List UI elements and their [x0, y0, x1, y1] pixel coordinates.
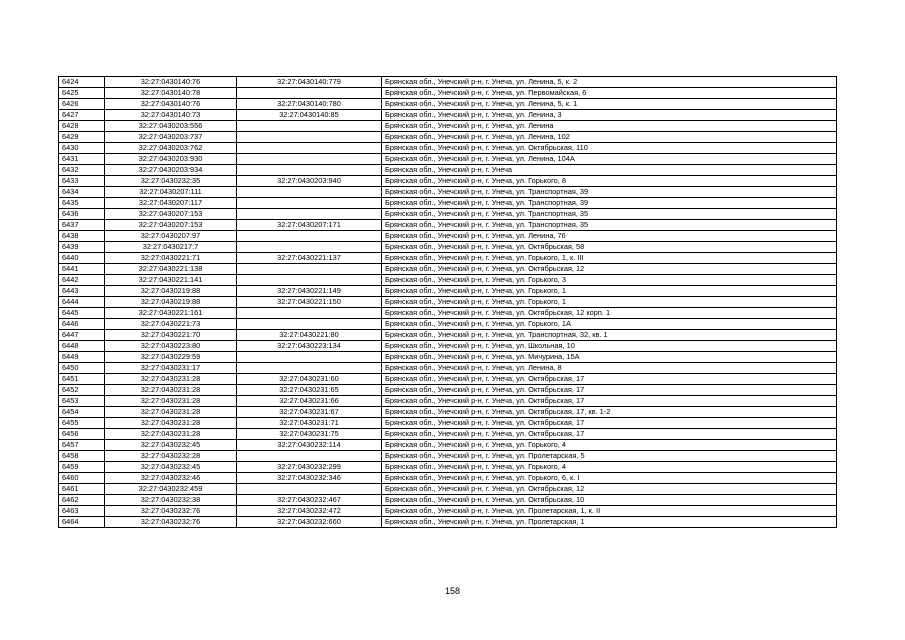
cadastral-number-cell: 32:27:0430207:153 [105, 220, 237, 231]
row-number-cell: 6463 [59, 506, 105, 517]
row-number-cell: 6441 [59, 264, 105, 275]
row-number-cell: 6428 [59, 121, 105, 132]
registry-table [58, 76, 837, 528]
cadastral-number-cell: 32:27:0430221:71 [105, 253, 237, 264]
cadastral-number-cell: 32:27:0430231:28 [105, 396, 237, 407]
row-number-cell: 6448 [59, 341, 105, 352]
address-cell: Брянская обл., Унечский р-н, г. Унеча, ул. Ленина, 5, к. 2 [382, 77, 837, 88]
linked-cadastral-number-cell [237, 308, 382, 319]
row-number-cell: 6460 [59, 473, 105, 484]
row-number-cell: 6451 [59, 374, 105, 385]
row-number-cell: 6446 [59, 319, 105, 330]
address-cell: Брянская обл., Унечский р-н, г. Унеча, ул. Транспортная, 39 [382, 187, 837, 198]
address-cell: Брянская обл., Унечский р-н, г. Унеча, ул. Ленина, 5, к. 1 [382, 99, 837, 110]
linked-cadastral-number-cell: 32:27:0430221:80 [237, 330, 382, 341]
row-number-cell: 6452 [59, 385, 105, 396]
linked-cadastral-number-cell [237, 132, 382, 143]
linked-cadastral-number-cell: 32:27:0430232:467 [237, 495, 382, 506]
cadastral-number-cell: 32:27:0430231:28 [105, 385, 237, 396]
linked-cadastral-number-cell [237, 143, 382, 154]
table-row [59, 187, 837, 198]
row-number-cell: 6459 [59, 462, 105, 473]
linked-cadastral-number-cell: 32:27:0430140:780 [237, 99, 382, 110]
address-cell: Брянская обл., Унечский р-н, г. Унеча, ул. Октябрьская, 17 [382, 385, 837, 396]
linked-cadastral-number-cell [237, 242, 382, 253]
address-cell: Брянская обл., Унечский р-н, г. Унеча, ул. Ленина, 104А [382, 154, 837, 165]
address-cell: Брянская обл., Унечский р-н, г. Унеча, ул. Октябрьская, 17 [382, 429, 837, 440]
cadastral-number-cell: 32:27:0430229:59 [105, 352, 237, 363]
linked-cadastral-number-cell: 32:27:0430232:472 [237, 506, 382, 517]
cadastral-number-cell: 32:27:0430221:138 [105, 264, 237, 275]
row-number-cell: 6444 [59, 297, 105, 308]
cadastral-number-cell: 32:27:0430232:38 [105, 495, 237, 506]
cadastral-number-cell: 32:27:0430221:161 [105, 308, 237, 319]
row-number-cell: 6434 [59, 187, 105, 198]
table-row [59, 242, 837, 253]
address-cell: Брянская обл., Унечский р-н, г. Унеча, ул. Пролетарская, 1, к. II [382, 506, 837, 517]
cadastral-number-cell: 32:27:0430231:28 [105, 374, 237, 385]
linked-cadastral-number-cell [237, 88, 382, 99]
address-cell: Брянская обл., Унечский р-н, г. Унеча, ул. Ленина, 8 [382, 363, 837, 374]
linked-cadastral-number-cell: 32:27:0430203:940 [237, 176, 382, 187]
table-row [59, 462, 837, 473]
table-row [59, 231, 837, 242]
row-number-cell: 6429 [59, 132, 105, 143]
table-row [59, 429, 837, 440]
cadastral-number-cell: 32:27:0430223:80 [105, 341, 237, 352]
table-row [59, 297, 837, 308]
cadastral-number-cell: 32:27:0430221:141 [105, 275, 237, 286]
address-cell: Брянская обл., Унечский р-н, г. Унеча, ул. Горького, 8 [382, 176, 837, 187]
cadastral-number-cell: 32:27:0430232:76 [105, 517, 237, 528]
linked-cadastral-number-cell: 32:27:0430221:137 [237, 253, 382, 264]
address-cell: Брянская обл., Унечский р-н, г. Унеча, ул. Горького, 1А [382, 319, 837, 330]
linked-cadastral-number-cell: 32:27:0430223:134 [237, 341, 382, 352]
cadastral-number-cell: 32:27:0430232:76 [105, 506, 237, 517]
row-number-cell: 6435 [59, 198, 105, 209]
row-number-cell: 6454 [59, 407, 105, 418]
linked-cadastral-number-cell [237, 187, 382, 198]
row-number-cell: 6430 [59, 143, 105, 154]
row-number-cell: 6426 [59, 99, 105, 110]
cadastral-number-cell: 32:27:0430203:934 [105, 165, 237, 176]
table-row [59, 385, 837, 396]
linked-cadastral-number-cell: 32:27:0430231:75 [237, 429, 382, 440]
cadastral-number-cell: 32:27:0430232:28 [105, 451, 237, 462]
linked-cadastral-number-cell: 32:27:0430232:660 [237, 517, 382, 528]
row-number-cell: 6450 [59, 363, 105, 374]
linked-cadastral-number-cell: 32:27:0430140:85 [237, 110, 382, 121]
address-cell: Брянская обл., Унечский р-н, г. Унеча, ул. Октябрьская, 17 [382, 418, 837, 429]
row-number-cell: 6437 [59, 220, 105, 231]
linked-cadastral-number-cell [237, 319, 382, 330]
address-cell: Брянская обл., Унечский р-н, г. Унеча, ул. Ленина, 3 [382, 110, 837, 121]
linked-cadastral-number-cell [237, 154, 382, 165]
cadastral-number-cell: 32:27:0430232:35 [105, 176, 237, 187]
linked-cadastral-number-cell [237, 264, 382, 275]
linked-cadastral-number-cell [237, 121, 382, 132]
table-row [59, 110, 837, 121]
row-number-cell: 6455 [59, 418, 105, 429]
cadastral-number-cell: 32:27:0430203:930 [105, 154, 237, 165]
table-row [59, 154, 837, 165]
table-row [59, 473, 837, 484]
row-number-cell: 6427 [59, 110, 105, 121]
address-cell: Брянская обл., Унечский р-н, г. Унеча, ул. Горького, 6, к. I [382, 473, 837, 484]
address-cell: Брянская обл., Унечский р-н, г. Унеча [382, 165, 837, 176]
table-row [59, 418, 837, 429]
table-row [59, 319, 837, 330]
table-row [59, 253, 837, 264]
address-cell: Брянская обл., Унечский р-н, г. Унеча, ул. Мичурина, 15А [382, 352, 837, 363]
address-cell: Брянская обл., Унечский р-н, г. Унеча, ул. Транспортная, 35 [382, 220, 837, 231]
cadastral-number-cell: 32:27:0430232:459 [105, 484, 237, 495]
address-cell: Брянская обл., Унечский р-н, г. Унеча, ул. Октябрьская, 17 [382, 374, 837, 385]
cadastral-number-cell: 32:27:0430231:17 [105, 363, 237, 374]
cadastral-number-cell: 32:27:0430207:111 [105, 187, 237, 198]
cadastral-number-cell: 32:27:0430140:76 [105, 77, 237, 88]
table-row [59, 143, 837, 154]
linked-cadastral-number-cell: 32:27:0430231:67 [237, 407, 382, 418]
address-cell: Брянская обл., Унечский р-н, г. Унеча, ул. Горького, 1 [382, 297, 837, 308]
table-row [59, 132, 837, 143]
linked-cadastral-number-cell: 32:27:0430140:779 [237, 77, 382, 88]
cadastral-number-cell: 32:27:0430231:28 [105, 407, 237, 418]
row-number-cell: 6462 [59, 495, 105, 506]
address-cell: Брянская обл., Унечский р-н, г. Унеча, ул. Горького, 4 [382, 440, 837, 451]
cadastral-number-cell: 32:27:0430219:88 [105, 297, 237, 308]
cadastral-number-cell: 32:27:0430140:73 [105, 110, 237, 121]
table-row [59, 121, 837, 132]
linked-cadastral-number-cell: 32:27:0430231:66 [237, 396, 382, 407]
linked-cadastral-number-cell: 32:27:0430221:150 [237, 297, 382, 308]
registry-table-body [59, 77, 837, 528]
row-number-cell: 6461 [59, 484, 105, 495]
row-number-cell: 6457 [59, 440, 105, 451]
row-number-cell: 6442 [59, 275, 105, 286]
cadastral-number-cell: 32:27:0430203:556 [105, 121, 237, 132]
cadastral-number-cell: 32:27:0430231:28 [105, 429, 237, 440]
table-row [59, 407, 837, 418]
row-number-cell: 6456 [59, 429, 105, 440]
linked-cadastral-number-cell [237, 352, 382, 363]
cadastral-number-cell: 32:27:0430221:70 [105, 330, 237, 341]
linked-cadastral-number-cell: 32:27:0430231:60 [237, 374, 382, 385]
cadastral-number-cell: 32:27:0430232:45 [105, 462, 237, 473]
row-number-cell: 6436 [59, 209, 105, 220]
row-number-cell: 6431 [59, 154, 105, 165]
address-cell: Брянская обл., Унечский р-н, г. Унеча, ул. Пролетарская, 1 [382, 517, 837, 528]
address-cell: Брянская обл., Унечский р-н, г. Унеча, ул. Школьная, 10 [382, 341, 837, 352]
table-row [59, 198, 837, 209]
row-number-cell: 6464 [59, 517, 105, 528]
linked-cadastral-number-cell: 32:27:0430207:171 [237, 220, 382, 231]
row-number-cell: 6443 [59, 286, 105, 297]
linked-cadastral-number-cell [237, 451, 382, 462]
address-cell: Брянская обл., Унечский р-н, г. Унеча, ул. Октябрьская, 58 [382, 242, 837, 253]
cadastral-number-cell: 32:27:0430232:46 [105, 473, 237, 484]
linked-cadastral-number-cell [237, 363, 382, 374]
table-row [59, 495, 837, 506]
table-row [59, 176, 837, 187]
table-row [59, 88, 837, 99]
linked-cadastral-number-cell [237, 484, 382, 495]
cadastral-number-cell: 32:27:0430221:73 [105, 319, 237, 330]
cadastral-number-cell: 32:27:0430140:78 [105, 88, 237, 99]
table-row [59, 99, 837, 110]
table-row [59, 341, 837, 352]
table-row [59, 209, 837, 220]
linked-cadastral-number-cell [237, 198, 382, 209]
address-cell: Брянская обл., Унечский р-н, г. Унеча, ул. Октябрьская, 10 [382, 495, 837, 506]
address-cell: Брянская обл., Унечский р-н, г. Унеча, ул. Октябрьская, 12 [382, 264, 837, 275]
table-row [59, 286, 837, 297]
linked-cadastral-number-cell: 32:27:0430221:149 [237, 286, 382, 297]
cadastral-number-cell: 32:27:0430207:153 [105, 209, 237, 220]
row-number-cell: 6433 [59, 176, 105, 187]
address-cell: Брянская обл., Унечский р-н, г. Унеча, ул. Ленина, 76 [382, 231, 837, 242]
table-row [59, 440, 837, 451]
address-cell: Брянская обл., Унечский р-н, г. Унеча, ул. Октябрьская, 17 [382, 396, 837, 407]
linked-cadastral-number-cell: 32:27:0430232:114 [237, 440, 382, 451]
address-cell: Брянская обл., Унечский р-н, г. Унеча, ул. Октябрьская, 17, кв. 1-2 [382, 407, 837, 418]
row-number-cell: 6440 [59, 253, 105, 264]
table-row [59, 506, 837, 517]
row-number-cell: 6438 [59, 231, 105, 242]
table-row [59, 517, 837, 528]
linked-cadastral-number-cell: 32:27:0430232:299 [237, 462, 382, 473]
row-number-cell: 6453 [59, 396, 105, 407]
cadastral-number-cell: 32:27:0430219:88 [105, 286, 237, 297]
linked-cadastral-number-cell [237, 275, 382, 286]
address-cell: Брянская обл., Унечский р-н, г. Унеча, ул. Горького, 1 [382, 286, 837, 297]
cadastral-number-cell: 32:27:0430203:762 [105, 143, 237, 154]
cadastral-number-cell: 32:27:0430232:45 [105, 440, 237, 451]
table-row [59, 77, 837, 88]
address-cell: Брянская обл., Унечский р-н, г. Унеча, ул. Октябрьская, 12 [382, 484, 837, 495]
row-number-cell: 6432 [59, 165, 105, 176]
linked-cadastral-number-cell [237, 165, 382, 176]
row-number-cell: 6424 [59, 77, 105, 88]
table-row [59, 363, 837, 374]
table-row [59, 352, 837, 363]
row-number-cell: 6425 [59, 88, 105, 99]
address-cell: Брянская обл., Унечский р-н, г. Унеча, ул. Горького, 3 [382, 275, 837, 286]
table-row [59, 275, 837, 286]
table-row [59, 308, 837, 319]
address-cell: Брянская обл., Унечский р-н, г. Унеча, ул. Октябрьская, 12 корп. 1 [382, 308, 837, 319]
table-row [59, 264, 837, 275]
cadastral-number-cell: 32:27:0430231:28 [105, 418, 237, 429]
row-number-cell: 6439 [59, 242, 105, 253]
page-number: 158 [444, 586, 461, 596]
cadastral-number-cell: 32:27:0430140:76 [105, 99, 237, 110]
linked-cadastral-number-cell: 32:27:0430231:65 [237, 385, 382, 396]
table-row [59, 451, 837, 462]
table-row [59, 374, 837, 385]
cadastral-number-cell: 32:27:0430207:97 [105, 231, 237, 242]
address-cell: Брянская обл., Унечский р-н, г. Унеча, ул. Первомайская, 6 [382, 88, 837, 99]
row-number-cell: 6447 [59, 330, 105, 341]
linked-cadastral-number-cell: 32:27:0430232:346 [237, 473, 382, 484]
address-cell: Брянская обл., Унечский р-н, г. Унеча, ул. Ленина, 102 [382, 132, 837, 143]
table-row [59, 484, 837, 495]
address-cell: Брянская обл., Унечский р-н, г. Унеча, ул. Горького, 4 [382, 462, 837, 473]
address-cell: Брянская обл., Унечский р-н, г. Унеча, ул. Транспортная, 39 [382, 198, 837, 209]
address-cell: Брянская обл., Унечский р-н, г. Унеча, ул. Горького, 1, к. III [382, 253, 837, 264]
cadastral-number-cell: 32:27:0430207:117 [105, 198, 237, 209]
table-row [59, 165, 837, 176]
linked-cadastral-number-cell [237, 231, 382, 242]
table-row [59, 330, 837, 341]
cadastral-number-cell: 32:27:0430203:737 [105, 132, 237, 143]
row-number-cell: 6458 [59, 451, 105, 462]
table-row [59, 396, 837, 407]
table-row [59, 220, 837, 231]
address-cell: Брянская обл., Унечский р-н, г. Унеча, ул. Транспортная, 32, кв. 1 [382, 330, 837, 341]
address-cell: Брянская обл., Унечский р-н, г. Унеча, ул. Октябрьская, 110 [382, 143, 837, 154]
cadastral-number-cell: 32:27:0430217:7 [105, 242, 237, 253]
linked-cadastral-number-cell: 32:27:0430231:71 [237, 418, 382, 429]
address-cell: Брянская обл., Унечский р-н, г. Унеча, ул. Ленина [382, 121, 837, 132]
address-cell: Брянская обл., Унечский р-н, г. Унеча, ул. Транспортная, 35 [382, 209, 837, 220]
address-cell: Брянская обл., Унечский р-н, г. Унеча, ул. Пролетарская, 5 [382, 451, 837, 462]
linked-cadastral-number-cell [237, 209, 382, 220]
row-number-cell: 6445 [59, 308, 105, 319]
row-number-cell: 6449 [59, 352, 105, 363]
